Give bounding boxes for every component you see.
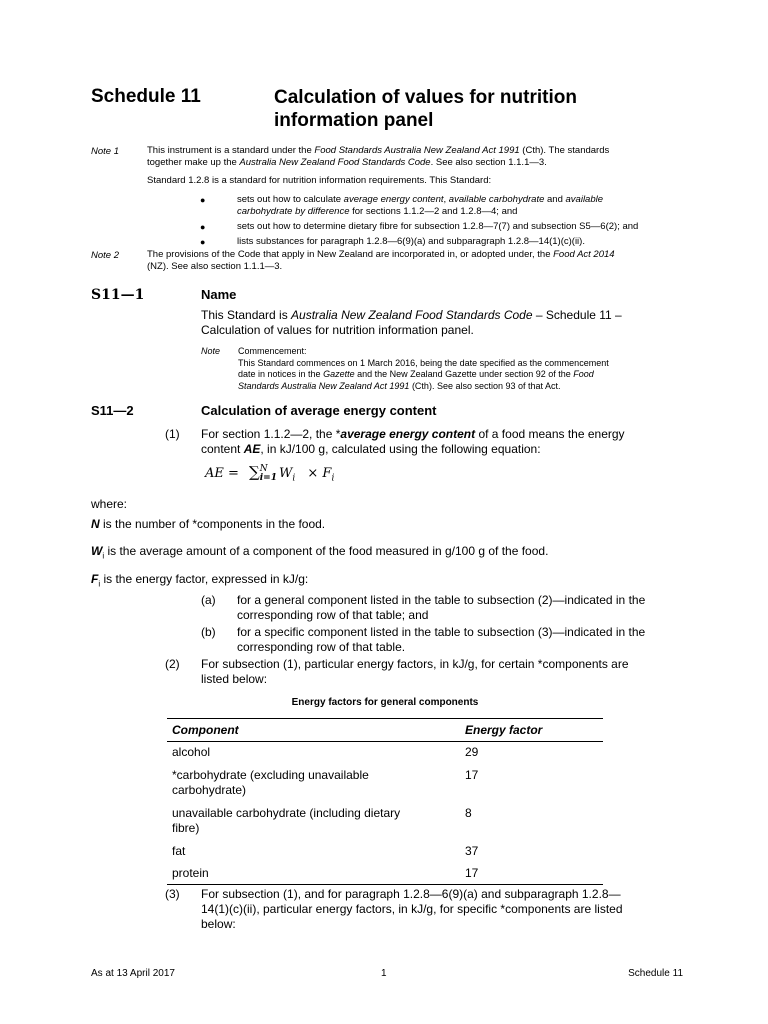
definition-n: N is the number of *components in the food. [91, 517, 326, 531]
subsection-text: For section 1.1.2—2, the *average energy content of a food means the energy content AE, in kJ/100 g, calculated using the following equation: [201, 427, 625, 456]
section-id: S11—2 [91, 403, 134, 418]
table-header-component: Component [172, 723, 239, 737]
definition-f: $F_i$ is the energy factor, expressed in kJ/g: [91, 572, 309, 589]
subsection-number: (3) [165, 887, 180, 901]
where-label: where: [91, 497, 128, 511]
note1-paragraph: This instrument is a standard under the Food Standards Australia New Zealand Act 1991 (Cth). The standards together make up the Australia New Zealand Food Standards Code. See also section 1.1.1—3. [147, 145, 610, 168]
bullet: ● [200, 237, 206, 247]
paragraph-a: for a general component listed in the table to subsection (2)—indicated in the corresponding row of that table; and [237, 593, 646, 622]
section-heading: Name [201, 287, 237, 302]
bullet-item: sets out how to determine dietary fibre for subsection 1.2.8—7(7) and subsection S5—6(2); and [237, 221, 639, 232]
schedule-title: Calculation of values for nutrition information panel [274, 87, 577, 131]
subsection-text: For subsection (1), particular energy factors, in kJ/g, for certain *components are listed below: [201, 657, 629, 686]
table-cell: 29 [465, 745, 479, 759]
section-heading: Calculation of average energy content [201, 403, 437, 418]
subsection-text: For subsection (1), and for paragraph 1.2.8—6(9)(a) and subparagraph 1.2.8— 14(1)(c)(ii), particular energy factors, in kJ/g, for specific *components are listed below: [201, 887, 623, 931]
table-cell: 17 [465, 768, 479, 782]
table-cell: unavailable carbohydrate (including dietary fibre) [172, 806, 401, 835]
subsection-number: (1) [165, 427, 180, 441]
commencement-note: Commencement: This Standard commences on 1 March 2016, being the date specified as the commencement date in notices in the Gazette and the New Zealand Gazette under section 92 of the Food Standards Australia New Zealand Act 1991 (Cth). See also section 93 of that Act. [238, 346, 609, 391]
bullet: ● [200, 222, 206, 232]
note-label: Note [201, 346, 221, 356]
paragraph-label: (b) [201, 625, 216, 639]
table-top-rule [167, 718, 603, 719]
table-bottom-rule [167, 884, 603, 885]
table-cell: 37 [465, 844, 479, 858]
schedule-number: Schedule 11 [91, 86, 201, 107]
table-cell: alcohol [172, 745, 211, 759]
table-header-rule [167, 741, 603, 742]
table-cell: 17 [465, 866, 479, 880]
table-caption: Energy factors for general components [291, 697, 479, 708]
table-cell: protein [172, 866, 209, 880]
bullet: ● [200, 195, 206, 205]
note2-paragraph: The provisions of the Code that apply in New Zealand are incorporated in, or adopted under, the Food Act 2014 (NZ). See also section 1.1.1—3. [147, 249, 615, 272]
table-header-energy-factor: Energy factor [465, 723, 543, 737]
note2-label: Note 2 [91, 250, 119, 261]
table-cell: fat [172, 844, 186, 858]
table-cell: 8 [465, 806, 472, 820]
paragraph-b: for a specific component listed in the table to subsection (3)—indicated in the corresponding row of that table. [237, 625, 646, 654]
note1-standard-text: Standard 1.2.8 is a standard for nutrition information requirements. This Standard: [147, 175, 492, 186]
note1-label: Note 1 [91, 146, 119, 157]
table-cell: *carbohydrate (excluding unavailable carbohydrate) [172, 768, 369, 797]
footer-date: As at 13 April 2017 [91, 968, 175, 979]
equation: AE = ∑ N i=1 $W_i \times F_i$ [205, 463, 335, 484]
definition-w: $W_i$ is the average amount of a component of the food measured in g/100 g of the food. [91, 544, 549, 561]
page-number: 1 [381, 968, 387, 979]
section-id: S11—1 [91, 287, 145, 303]
subsection-number: (2) [165, 657, 180, 671]
paragraph-label: (a) [201, 593, 216, 607]
footer-schedule: Schedule 11 [628, 968, 683, 979]
bullet-item: sets out how to calculate average energy content, available carbohydrate and available carbohydrate by difference for sections 1.1.2—2 and 1.2.8—4; and [237, 194, 604, 217]
bullet-item: lists substances for paragraph 1.2.8—6(9)(a) and subparagraph 1.2.8—14(1)(c)(ii). [237, 236, 585, 247]
section-name-text: This Standard is Australia New Zealand Food Standards Code – Schedule 11 – Calculation of values for nutrition information panel. [201, 308, 622, 337]
